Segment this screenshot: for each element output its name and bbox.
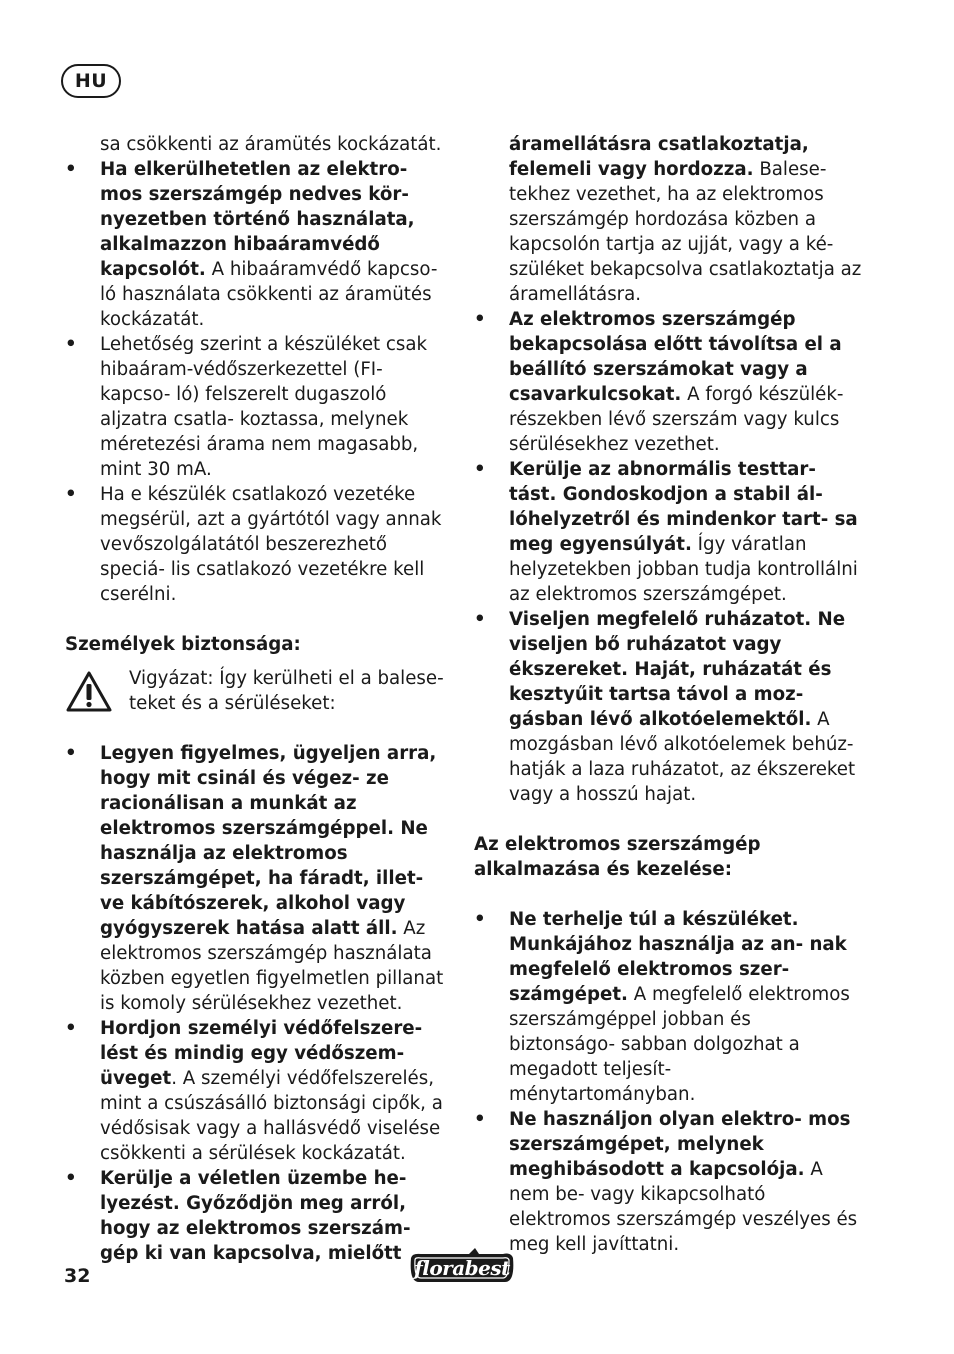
body-text: Így váratlan helyzetekben jobban tudja kontrollálni az elektromos szerszámgépet. bbox=[509, 534, 858, 605]
warning-triangle-icon bbox=[65, 670, 113, 714]
bullet-icon: • bbox=[474, 1109, 486, 1130]
bullet-icon: • bbox=[65, 743, 77, 764]
warning-note bbox=[65, 666, 450, 716]
list-item bbox=[65, 332, 450, 482]
body-text: Lehetőség szerint a készüléket csak hibaáram-védőszerkezettel (FI-kapcso- ló) felszerelt dugaszoló aljzatra csatla- koztassa, melynek méretezési árama nem magasabb, mint 30 mA. bbox=[100, 334, 428, 480]
list-item bbox=[474, 1107, 862, 1257]
list-item bbox=[65, 741, 450, 1016]
body-text: Az elektromos szerszámgép használata közben egyetlen figyelmetlen pillanat is komoly sérülésekhez vezethet. bbox=[100, 918, 444, 1014]
bold-text: Legyen figyelmes, ügyeljen arra, hogy mit csinál és végez- ze racionálisan a munkát az elektromos szerszámgéppel. Ne használja az elektromos szerszámgépet, ha fáradt, illet- ve kábítószerek, alkohol vagy gyógyszerek hatása alatt áll. bbox=[100, 743, 437, 939]
body-text: A forgó készülék- részekben lévő szerszám vagy kulcs sérülésekhez vezethet. bbox=[509, 384, 844, 455]
body-text: Ha e készülék csatlakozó vezetéke megsérül, azt a gyártótól vagy annak vevőszolgálatától beszerezhető speciá- lis csatlakozó vezetékre kell cserélni. bbox=[100, 484, 442, 605]
bold-text: Kerülje a véletlen üzembe he- lyezést. Győződjön meg arról, hogy az elektromos szerszám- gép ki van kapcsolva, mielőtt bbox=[100, 1168, 411, 1264]
body-text: A megfelelő elektromos szerszámgéppel jobban és biztonságo- sabban dolgozhat a megadott teljesít- ménytartományban. bbox=[509, 984, 850, 1105]
language-badge: HU bbox=[61, 64, 121, 98]
bold-text: Ne terhelje túl a készüléket. Munkájához használja az an- nak megfelelő elektromos szer- számgépet. bbox=[509, 909, 847, 1005]
bullet-icon: • bbox=[65, 159, 77, 180]
bullet-icon: • bbox=[65, 484, 77, 505]
body-text: Balese- tekhez vezethet, ha az elektromos szerszámgép hordozása közben a kapcsolón tartja az ujját, vagy a ké- szüléket bekapcsolva csatlakoztatja az áramellátásra. bbox=[509, 159, 862, 305]
bold-text: Kerülje az abnormális testtar- tást. Gondoskodjon a stabil ál- lóhelyzetről és mindenkor tart- sa meg egyensúlyát. bbox=[509, 459, 858, 555]
list-item bbox=[474, 307, 862, 457]
list-item bbox=[474, 607, 862, 807]
list-item bbox=[65, 1016, 450, 1166]
bullet-icon: • bbox=[474, 459, 486, 480]
bullet-icon: • bbox=[474, 309, 486, 330]
body-text: A hibaáramvédő kapcso- ló használata csökkenti az áramütés kockázatát. bbox=[100, 259, 438, 330]
list-item bbox=[65, 482, 450, 607]
brand-name: florabest bbox=[414, 1256, 510, 1280]
list-item bbox=[474, 457, 862, 607]
bold-text: Az elektromos szerszámgép bekapcsolása előtt távolítsa el a beállító szerszámokat vagy a csavarkulcsokat. bbox=[509, 309, 842, 405]
body-text: A mozgásban lévő alkotóelemek behúz- hatják a laza ruházatot, az ékszereket vagy a hosszú hajat. bbox=[509, 709, 856, 805]
continuation-paragraph bbox=[474, 132, 862, 307]
page-number: 32 bbox=[64, 1265, 91, 1287]
bold-text: áramellátásra csatlakoztatja, felemeli vagy hordozza. bbox=[509, 134, 809, 180]
bold-text: Viseljen megfelelő ruházatot. Ne viseljen bő ruházatot vagy ékszereket. Haját, ruházatát és kesztyűit tartsa távol a moz- gásban lévő alkotóelemektől. bbox=[509, 609, 846, 730]
section-heading: Az elektromos szerszámgép alkalmazása és kezelése: bbox=[474, 834, 761, 880]
list-item bbox=[474, 907, 862, 1107]
body-text: . A személyi védőfelszerelés, mint a csúszásálló biztonsági cipők, a védősisak vagy a hallásvédő viselése csökkenti a sérülések kockázatát. bbox=[100, 1068, 443, 1164]
intro-continuation: sa csökkenti az áramütés kockázatát. bbox=[100, 134, 442, 155]
right-column bbox=[474, 132, 862, 1257]
bullet-icon: • bbox=[65, 334, 77, 355]
bold-text: Hordjon személyi védőfelszere- lést és mindig egy védőszem- üveget bbox=[100, 1018, 423, 1089]
bold-text: Ne használjon olyan elektro- mos szerszámgépet, melynek meghibásodott a kapcsolója. bbox=[509, 1109, 851, 1180]
bullet-icon: • bbox=[65, 1018, 77, 1039]
section-heading: Személyek biztonsága: bbox=[65, 634, 301, 655]
list-item bbox=[65, 157, 450, 332]
bullet-icon: • bbox=[474, 909, 486, 930]
left-column bbox=[65, 132, 450, 1266]
body-text: A nem be- vagy kikapcsolható elektromos szerszámgép veszélyes és meg kell javíttatni. bbox=[509, 1159, 858, 1255]
bullet-icon: • bbox=[474, 609, 486, 630]
bullet-icon: • bbox=[65, 1168, 77, 1189]
florabest-logo bbox=[405, 1246, 519, 1286]
bold-text: Ha elkerülhetetlen az elektro- mos szerszámgép nedves kör- nyezetben történő használata, alkalmazzon hibaáramvédő kapcsolót. bbox=[100, 159, 415, 280]
list-item bbox=[65, 1166, 450, 1266]
warning-text: Vigyázat: Így kerülheti el a balese- teket és a sérüléseket: bbox=[129, 668, 444, 714]
